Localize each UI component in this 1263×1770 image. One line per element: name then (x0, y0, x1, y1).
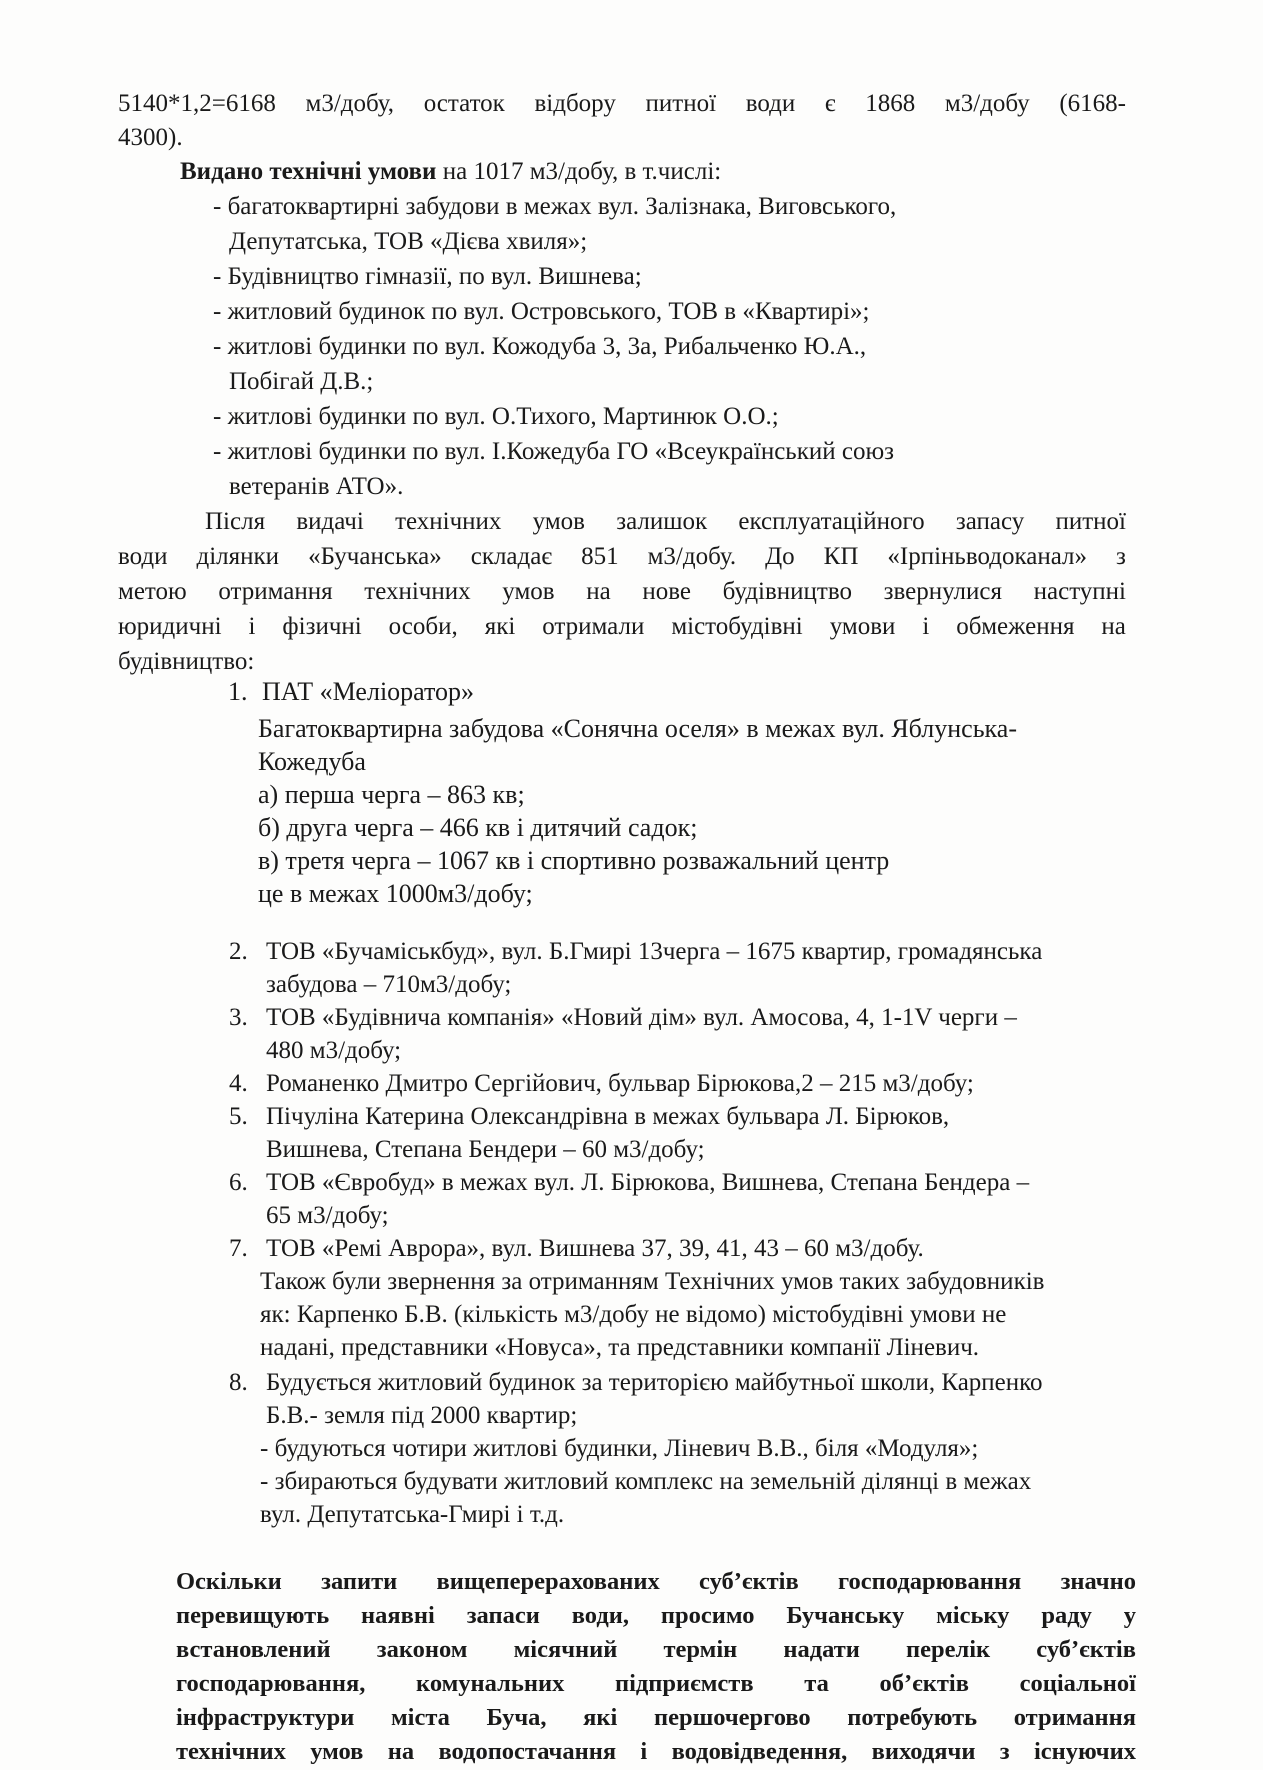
list-item-line: ТОВ «Бучаміськбуд», вул. Б.Гмирі 13черга – 1675 квартир, громадянська (266, 938, 1043, 965)
word: води (745, 90, 796, 117)
list-item-line: як: Карпенко Б.В. (кількість м3/добу не відомо) містобудівні умови не (260, 1301, 1007, 1328)
word: отримання (218, 578, 333, 605)
word: та (804, 1670, 829, 1697)
word: об’єктів (879, 1670, 969, 1697)
word: остаток (423, 90, 505, 117)
word: складає (470, 543, 553, 570)
word: є (824, 90, 836, 117)
list-item-line: надані, представники «Новуса», та представники компанії Ліневич. (260, 1334, 980, 1361)
word: Після (205, 508, 266, 535)
word: виходячи (871, 1738, 976, 1765)
tu-heading (180, 155, 721, 189)
list-item-1-line: а) перша черга – 863 кв; (258, 780, 525, 809)
list-item-line: Б.В.- земля під 2000 квартир; (266, 1402, 578, 1429)
word: особи, (388, 613, 458, 640)
list-item-number: 3. (229, 1004, 248, 1031)
tu-item-line: Депутатська, ТОВ «Дієва хвиля»; (229, 228, 588, 255)
word: води, (571, 1602, 629, 1629)
word: господарювання, (176, 1670, 366, 1697)
word: м3/добу (944, 90, 1030, 117)
p3-line-2 (118, 540, 1126, 574)
word: умов (532, 508, 585, 535)
word: отримали (542, 613, 645, 640)
list-item-line: ТОВ «Євробуд» в межах вул. Л. Бірюкова, Вишнева, Степана Бендера – (266, 1169, 1030, 1196)
word: які (583, 1704, 618, 1731)
word: водовідведення, (671, 1738, 848, 1765)
p1-line-1 (118, 87, 1126, 121)
word: і (640, 1738, 648, 1765)
word: води (118, 543, 168, 570)
list-item-line: ТОВ «Ремі Аврора», вул. Вишнева 37, 39, 41, 43 – 60 м3/добу. (266, 1235, 924, 1262)
list-item-line: вул. Депутатська-Гмирі і т.д. (260, 1501, 565, 1528)
word: раду (1041, 1602, 1092, 1629)
final-line-4 (176, 1667, 1136, 1700)
word: термін (663, 1636, 738, 1663)
list-item-line: - будуються чотири житлові будинки, Ліневич В.В., біля «Модуля»; (260, 1435, 979, 1462)
tu-item-line: ветеранів АТО». (229, 473, 404, 500)
word: 5140*1,2=6168 (118, 90, 276, 117)
word: існуючих (1033, 1738, 1136, 1765)
final-line-2 (176, 1599, 1136, 1632)
list-item-number: 4. (229, 1070, 248, 1097)
word: запаси (466, 1602, 540, 1629)
word: міста (390, 1704, 450, 1731)
list-item-line: Романенко Дмитро Сергійович, бульвар Бірюкова,2 – 215 м3/добу; (266, 1070, 974, 1097)
list-item-1-line: Багатоквартирна забудова «Сонячна оселя» в межах вул. Яблунська- (258, 714, 1017, 743)
word: умов (310, 1738, 364, 1765)
word: технічних (364, 578, 471, 605)
word: місячний (513, 1636, 618, 1663)
list-item-1-line: Кожедуба (258, 747, 366, 776)
word: питної (645, 90, 717, 117)
tu-item-line: - житлові будинки по вул. О.Тихого, Мартинюк О.О.; (213, 403, 779, 430)
word: які (484, 613, 516, 640)
list-item-line: забудова – 710м3/добу; (266, 971, 512, 998)
word: «Бучанська» (308, 543, 442, 570)
word: будівництво (722, 578, 852, 605)
word: інфраструктури (176, 1704, 355, 1731)
word: міську (936, 1602, 1010, 1629)
final-line-3 (176, 1633, 1136, 1666)
word: на (586, 578, 611, 605)
word: ділянки (196, 543, 280, 570)
list-item-1-line: б) друга черга – 466 кв і дитячий садок; (258, 813, 698, 842)
word: м3/добу, (305, 90, 395, 117)
word: технічних (395, 508, 502, 535)
word: і (248, 613, 256, 640)
word: питної (1055, 508, 1126, 535)
word: 851 (581, 543, 619, 570)
word: метою (118, 578, 187, 605)
word: нове (642, 578, 691, 605)
word: наявні (361, 1602, 435, 1629)
list-item-line: - збираються будувати житловий комплекс на земельній ділянці в межах (260, 1468, 1032, 1495)
p1-line-2: 4300). (118, 124, 183, 151)
final-line-6 (176, 1735, 1136, 1768)
word: обмеження (956, 613, 1075, 640)
word: видачі (296, 508, 364, 535)
word: встановлений (176, 1636, 331, 1663)
list-item-1-number: 1. (228, 677, 248, 706)
word: запити (321, 1568, 398, 1595)
word: До (765, 543, 795, 570)
tu-item-line: - Будівництво гімназії, по вул. Вишнева; (213, 263, 642, 290)
list-item-number: 2. (229, 938, 248, 965)
tu-item-line: - житлові будинки по вул. І.Кожедуба ГО «Всеукраїнський союз (213, 438, 895, 465)
final-line-5 (176, 1701, 1136, 1734)
p3-line-3 (118, 575, 1126, 609)
word: і (922, 613, 930, 640)
word: на (387, 1738, 415, 1765)
word: перевищують (176, 1602, 330, 1629)
word: на (1101, 613, 1126, 640)
list-item-line: Також були звернення за отриманням Технічних умов таких забудовників (260, 1268, 1045, 1295)
list-item-number: 7. (229, 1235, 248, 1262)
list-item-line: Будується житловий будинок за територією майбутньої школи, Карпенко (266, 1369, 1043, 1396)
final-line-1 (176, 1565, 1136, 1598)
list-item-line: ТОВ «Будівнича компанія» «Новий дім» вул. Амосова, 4, 1-1V черги – (266, 1004, 1017, 1031)
p3-line-1 (205, 505, 1126, 539)
word: Буча, (486, 1704, 547, 1731)
word: вищеперерахованих (436, 1568, 660, 1595)
word: 1868 (865, 90, 916, 117)
list-item-line: 480 м3/добу; (266, 1037, 402, 1064)
word: звернулися (883, 578, 1002, 605)
word: «Ірпіньводоканал» (887, 543, 1088, 570)
word: у (1123, 1602, 1136, 1629)
word: м3/добу. (647, 543, 737, 570)
word: комунальних (416, 1670, 565, 1697)
word: суб’єктів (699, 1568, 799, 1595)
word: першочергово (653, 1704, 811, 1731)
list-item-line: Вишнева, Степана Бендери – 60 м3/добу; (266, 1136, 705, 1163)
word: запасу (955, 508, 1025, 535)
word: Бучанську (786, 1602, 905, 1629)
word: отримання (1013, 1704, 1136, 1731)
word: надати (783, 1636, 860, 1663)
list-item-1-line: це в межах 1000м3/добу; (258, 879, 533, 908)
word: наступні (1033, 578, 1126, 605)
p3-line-5: будівництво: (118, 648, 255, 675)
word: значно (1060, 1568, 1136, 1595)
p3-line-4 (118, 610, 1126, 644)
list-item-number: 5. (229, 1103, 248, 1130)
word: підприємств (614, 1670, 754, 1697)
word: перелік (906, 1636, 991, 1663)
list-item-line: 65 м3/добу; (266, 1202, 389, 1229)
word: КП (823, 543, 859, 570)
tu-item-line: - житлові будинки по вул. Кожодуба 3, 3а, Рибальченко Ю.А., (213, 333, 867, 360)
tu-heading-bold: Видано технічні умови (180, 158, 437, 185)
tu-item-line: - житловий будинок по вул. Островського, ТОВ в «Квартирі»; (213, 298, 870, 325)
word: умови (829, 613, 896, 640)
tu-item-line: Побігай Д.В.; (229, 368, 374, 395)
word: суб’єктів (1036, 1636, 1136, 1663)
word: технічних (176, 1738, 286, 1765)
word: (6168- (1059, 90, 1126, 117)
word: з (999, 1738, 1010, 1765)
word: умов (502, 578, 555, 605)
word: з (1116, 543, 1126, 570)
list-item-line: Пічуліна Катерина Олександрівна в межах бульвара Л. Бірюков, (266, 1103, 950, 1130)
word: юридичні (118, 613, 222, 640)
word: фізичні (282, 613, 362, 640)
word: містобудівні (671, 613, 803, 640)
word: водопостачання (438, 1738, 617, 1765)
tu-item-line: - багатоквартирні забудови в межах вул. Залізнака, Виговського, (213, 193, 897, 220)
word: відбору (534, 90, 616, 117)
word: експлуатаційного (738, 508, 925, 535)
word: Оскільки (176, 1568, 282, 1595)
list-item-number: 8. (229, 1369, 248, 1396)
list-item-1-line: в) третя черга – 1067 кв і спортивно розважальний центр (258, 846, 890, 875)
word: соціальної (1019, 1670, 1136, 1697)
word: законом (376, 1636, 468, 1663)
word: просимо (660, 1602, 755, 1629)
tu-heading-rest: на 1017 м3/добу, в т.числі: (436, 158, 722, 185)
list-item-number: 6. (229, 1169, 248, 1196)
list-item-1-title: ПАТ «Меліоратор» (262, 677, 475, 706)
word: потребують (847, 1704, 978, 1731)
word: залишок (616, 508, 708, 535)
word: господарювання (838, 1568, 1022, 1595)
